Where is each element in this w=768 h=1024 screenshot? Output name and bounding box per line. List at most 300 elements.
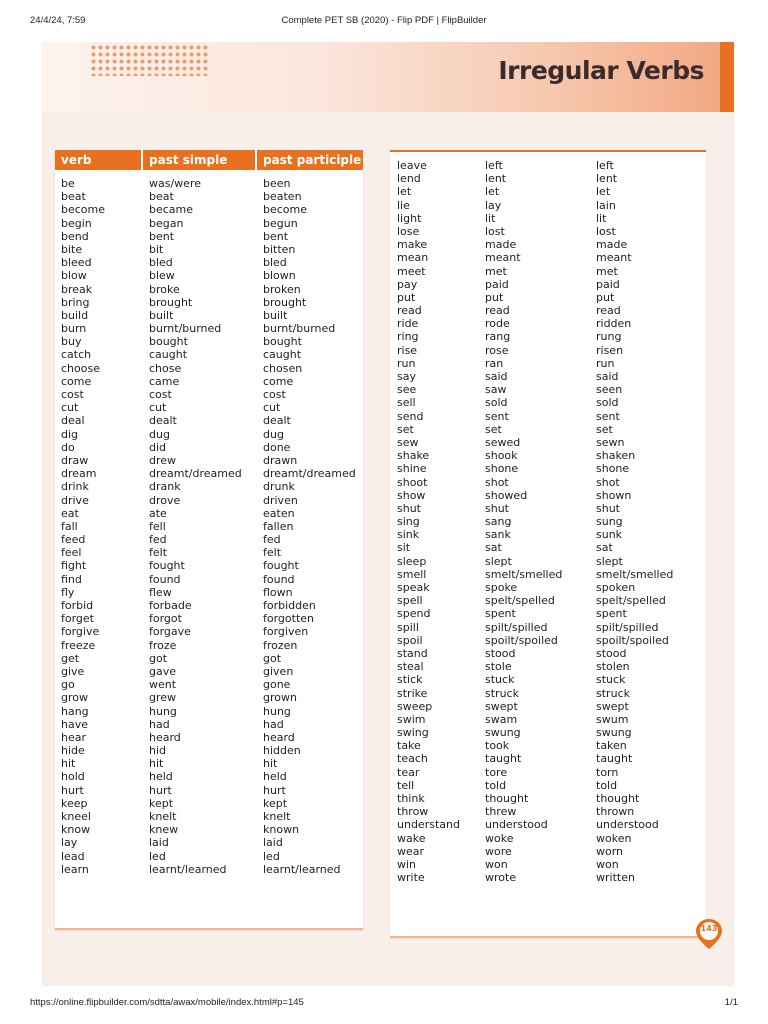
- cell-past-simple: read: [485, 304, 510, 318]
- table-row: [55, 230, 363, 243]
- cell-past-participle: led: [263, 849, 280, 863]
- table-row: [55, 467, 363, 480]
- cell-past-simple: let: [485, 185, 500, 199]
- divider: [390, 936, 706, 938]
- location-pin-icon: [694, 917, 724, 951]
- table-row: [55, 190, 363, 203]
- table-row: [390, 700, 706, 713]
- cell-verb: hurt: [61, 783, 84, 797]
- cell-past-simple: shook: [485, 449, 518, 463]
- cell-verb: forbid: [61, 599, 94, 612]
- table-row: [390, 357, 706, 370]
- cell-past-simple: paid: [485, 277, 509, 291]
- cell-past-participle: smelt/smelled: [596, 567, 674, 581]
- table-row: [55, 507, 363, 520]
- table-row: [55, 744, 363, 757]
- cell-verb: smell: [397, 567, 427, 581]
- cell-past-simple: cut: [149, 401, 167, 415]
- cell-past-simple: sang: [485, 515, 512, 529]
- cell-past-simple: went: [149, 678, 177, 692]
- cell-verb: pay: [397, 277, 418, 291]
- table-row: [55, 243, 363, 256]
- table-row: [55, 309, 363, 322]
- cell-past-simple: lit: [485, 211, 496, 225]
- cell-past-simple: held: [149, 770, 173, 784]
- cell-past-simple: was/were: [149, 177, 201, 190]
- cell-past-participle: rung: [596, 330, 622, 344]
- cell-verb: send: [397, 409, 424, 423]
- cell-past-participle: found: [263, 572, 295, 586]
- table-row: [390, 687, 706, 700]
- table-row: [390, 489, 706, 502]
- cell-past-simple: blew: [149, 269, 175, 283]
- cell-past-simple: stole: [485, 660, 512, 674]
- cell-past-simple: won: [485, 857, 508, 871]
- cell-past-simple: grew: [149, 691, 177, 705]
- cell-past-simple: froze: [149, 638, 177, 652]
- table-row: [55, 639, 363, 652]
- cell-past-simple: began: [149, 216, 184, 230]
- cell-verb: buy: [61, 335, 82, 349]
- cell-verb: deal: [61, 414, 85, 428]
- cell-verb: lay: [61, 836, 78, 850]
- document-page: [42, 42, 734, 986]
- cell-past-simple: spoke: [485, 581, 518, 594]
- table-row: [55, 480, 363, 493]
- cell-verb: run: [397, 356, 416, 370]
- table-row: [390, 238, 706, 251]
- cell-past-simple: did: [149, 440, 167, 454]
- cell-past-participle: met: [596, 264, 618, 278]
- cell-past-simple: forgave: [149, 625, 191, 639]
- cell-past-participle: swum: [596, 712, 629, 726]
- cell-verb: eat: [61, 506, 79, 520]
- cell-past-simple: bought: [149, 335, 188, 349]
- cell-past-simple: had: [149, 717, 170, 731]
- cell-verb: go: [61, 678, 75, 692]
- cell-past-simple: swept: [485, 699, 518, 713]
- table-row: [390, 541, 706, 554]
- cell-past-participle: shot: [596, 475, 620, 489]
- table-row: [55, 823, 363, 836]
- cell-past-participle: struck: [596, 686, 630, 700]
- cell-past-participle: forgotten: [263, 612, 315, 626]
- cell-past-participle: caught: [263, 348, 302, 362]
- cell-past-participle: felt: [263, 546, 282, 560]
- page-title: Irregular Verbs: [498, 56, 704, 85]
- table-row: [55, 559, 363, 572]
- print-page-count: 1/1: [724, 997, 738, 1008]
- cell-past-participle: spoken: [596, 581, 636, 594]
- cell-verb: be: [61, 177, 75, 190]
- cell-past-simple: chose: [149, 361, 182, 375]
- cell-verb: shoot: [397, 475, 428, 489]
- cell-past-participle: dug: [263, 427, 284, 441]
- cell-past-simple: learnt/learned: [149, 862, 227, 876]
- table-row: [55, 810, 363, 823]
- cell-past-simple: met: [485, 264, 507, 278]
- cell-verb: do: [61, 440, 75, 454]
- cell-verb: feed: [61, 533, 86, 547]
- cell-verb: know: [61, 823, 91, 837]
- print-title: Complete PET SB (2020) - Flip PDF | FlipBuilder: [281, 15, 487, 26]
- cell-past-participle: grown: [263, 691, 297, 705]
- cell-past-participle: dealt: [263, 414, 291, 428]
- table-row: [390, 396, 706, 409]
- table-row: [55, 414, 363, 427]
- print-url: https://online.flipbuilder.com/sdtta/awax/mobile/index.html#p=145: [30, 997, 304, 1008]
- table-row: [55, 705, 363, 718]
- cell-past-simple: dreamt/dreamed: [149, 467, 242, 481]
- cell-past-simple: hid: [149, 744, 167, 758]
- cell-verb: bring: [61, 295, 90, 309]
- table-row: [55, 256, 363, 269]
- cell-past-simple: rose: [485, 343, 509, 357]
- table-row: [390, 568, 706, 581]
- cell-verb: cost: [61, 388, 84, 401]
- table-row: [390, 304, 706, 317]
- cell-past-simple: told: [485, 778, 507, 792]
- cell-verb: see: [397, 383, 417, 397]
- cell-past-simple: fought: [149, 559, 185, 573]
- table-row: [55, 494, 363, 507]
- cell-past-simple: spilt/spilled: [485, 620, 548, 634]
- cell-past-participle: seen: [596, 383, 623, 397]
- cell-verb: forgive: [61, 625, 100, 639]
- table-body-left: [55, 177, 363, 876]
- cell-past-participle: broken: [263, 282, 301, 296]
- table-row: [390, 555, 706, 568]
- cell-past-simple: lay: [485, 198, 502, 212]
- cell-past-participle: chosen: [263, 361, 303, 375]
- cell-verb: shine: [397, 462, 427, 476]
- cell-past-participle: shaken: [596, 449, 636, 463]
- cell-past-participle: spoilt/spoiled: [596, 633, 669, 647]
- cell-past-simple: bent: [149, 229, 175, 243]
- cell-verb: shake: [397, 449, 430, 463]
- cell-past-participle: dreamt/dreamed: [263, 467, 356, 481]
- table-row: [55, 348, 363, 361]
- table-row: [55, 784, 363, 797]
- cell-past-participle: come: [263, 374, 294, 388]
- cell-verb: say: [397, 370, 416, 383]
- table-row: [55, 454, 363, 467]
- cell-verb: shut: [397, 501, 421, 515]
- table-row: [390, 739, 706, 752]
- table-row: [55, 863, 363, 876]
- cell-verb: freeze: [61, 638, 96, 652]
- cell-past-participle: told: [596, 778, 618, 792]
- cell-past-simple: saw: [485, 383, 507, 397]
- cell-verb: leave: [397, 159, 427, 172]
- table-body-right: [390, 159, 706, 884]
- cell-past-simple: left: [485, 159, 503, 172]
- cell-verb: show: [397, 488, 426, 502]
- cell-past-participle: said: [596, 370, 619, 383]
- cell-past-participle: done: [263, 440, 291, 454]
- cell-verb: have: [61, 717, 88, 731]
- cell-past-participle: lit: [596, 211, 607, 225]
- table-row: [55, 520, 363, 533]
- cell-verb: ring: [397, 330, 419, 344]
- cell-verb: forget: [61, 612, 94, 626]
- table-row: [390, 805, 706, 818]
- cell-past-participle: had: [263, 717, 284, 731]
- table-row: [390, 476, 706, 489]
- cell-past-participle: thrown: [596, 805, 635, 819]
- cell-verb: sink: [397, 528, 420, 542]
- cell-past-simple: kept: [149, 796, 174, 810]
- cell-past-participle: taken: [596, 739, 627, 753]
- cell-verb: mean: [397, 251, 429, 265]
- cell-past-participle: thought: [596, 792, 640, 805]
- table-row: [390, 212, 706, 225]
- cell-past-simple: thought: [485, 792, 529, 805]
- table-row: [55, 296, 363, 309]
- cell-past-simple: knelt: [149, 810, 177, 823]
- cell-past-participle: drawn: [263, 453, 298, 467]
- cell-verb: write: [397, 871, 425, 885]
- cell-past-participle: shone: [596, 462, 630, 476]
- cell-past-participle: fought: [263, 559, 299, 573]
- table-row: [390, 594, 706, 607]
- cell-verb: speak: [397, 581, 430, 594]
- cell-past-participle: bled: [263, 256, 287, 270]
- table-row: [55, 691, 363, 704]
- cell-past-simple: burnt/burned: [149, 322, 222, 336]
- cell-past-participle: spent: [596, 607, 627, 621]
- cell-past-simple: lost: [485, 224, 505, 238]
- table-row: [390, 858, 706, 871]
- cell-verb: bleed: [61, 256, 92, 270]
- cell-past-participle: cost: [263, 388, 286, 401]
- cell-verb: choose: [61, 361, 100, 375]
- table-row: [55, 770, 363, 783]
- cell-verb: tell: [397, 778, 415, 792]
- table-row: [55, 757, 363, 770]
- cell-past-participle: woken: [596, 831, 632, 845]
- cell-verb: swim: [397, 712, 426, 726]
- cell-past-simple: said: [485, 370, 508, 383]
- table-row: [55, 217, 363, 230]
- cell-verb: grow: [61, 691, 88, 705]
- cell-past-participle: burnt/burned: [263, 322, 336, 336]
- cell-verb: hang: [61, 704, 89, 718]
- cell-verb: put: [397, 290, 416, 304]
- cell-verb: hit: [61, 757, 76, 771]
- cell-verb: beat: [61, 190, 86, 204]
- cell-verb: keep: [61, 796, 88, 810]
- cell-past-participle: forgiven: [263, 625, 309, 639]
- table-row: [55, 388, 363, 401]
- table-row: [390, 330, 706, 343]
- table-row: [55, 731, 363, 744]
- cell-past-simple: became: [149, 203, 194, 217]
- cell-past-simple: hurt: [149, 783, 172, 797]
- table-row: [55, 652, 363, 665]
- cell-past-participle: gone: [263, 678, 291, 692]
- cell-past-simple: swam: [485, 712, 518, 726]
- cell-past-simple: ate: [149, 506, 167, 520]
- table-row: [390, 871, 706, 884]
- cell-past-simple: gave: [149, 664, 177, 678]
- cell-verb: take: [397, 739, 421, 753]
- cell-past-participle: bent: [263, 229, 289, 243]
- cell-verb: bend: [61, 229, 89, 243]
- table-row: [55, 401, 363, 414]
- cell-verb: light: [397, 211, 422, 225]
- cell-verb: dig: [61, 427, 79, 441]
- cell-past-participle: got: [263, 651, 282, 665]
- table-row: [390, 673, 706, 686]
- table-row: [55, 441, 363, 454]
- cell-verb: catch: [61, 348, 92, 362]
- cell-past-participle: slept: [596, 554, 623, 568]
- cell-verb: sweep: [397, 699, 433, 713]
- cell-past-participle: held: [263, 770, 287, 784]
- cell-past-simple: sent: [485, 409, 509, 423]
- cell-past-participle: risen: [596, 343, 624, 357]
- table-row: [390, 713, 706, 726]
- cell-verb: get: [61, 651, 80, 665]
- cell-verb: swing: [397, 726, 429, 740]
- cell-past-simple: drew: [149, 453, 177, 467]
- table-row: [55, 718, 363, 731]
- table-row: [55, 850, 363, 863]
- cell-past-simple: drove: [149, 493, 181, 507]
- table-row: [390, 818, 706, 831]
- cell-past-simple: spelt/spelled: [485, 594, 555, 608]
- cell-past-participle: built: [263, 308, 288, 322]
- cell-verb: think: [397, 792, 425, 805]
- cell-past-simple: forbade: [149, 599, 192, 612]
- cell-verb: understand: [397, 818, 460, 832]
- cell-past-simple: threw: [485, 805, 517, 819]
- table-row: [390, 423, 706, 436]
- cell-verb: drive: [61, 493, 89, 507]
- table-row: [390, 291, 706, 304]
- table-row: [390, 660, 706, 673]
- verb-table-left: [55, 150, 363, 930]
- cell-verb: hear: [61, 730, 87, 744]
- cell-past-participle: hung: [263, 704, 291, 718]
- cell-past-simple: took: [485, 739, 510, 753]
- cell-verb: fly: [61, 585, 75, 599]
- cell-past-participle: run: [596, 356, 615, 370]
- cell-past-simple: woke: [485, 831, 514, 845]
- cell-verb: fall: [61, 519, 78, 533]
- cell-verb: stand: [397, 646, 428, 660]
- table-row: [55, 836, 363, 849]
- header-verb: verb: [55, 150, 141, 170]
- cell-verb: throw: [397, 805, 429, 819]
- cell-verb: hold: [61, 770, 85, 784]
- cell-past-simple: forgot: [149, 612, 182, 626]
- cell-past-simple: made: [485, 238, 517, 252]
- verb-table-right: [390, 150, 706, 938]
- cell-verb: sew: [397, 435, 419, 449]
- cell-past-simple: broke: [149, 282, 180, 296]
- cell-past-simple: spoilt/spoiled: [485, 633, 558, 647]
- cell-verb: sleep: [397, 554, 427, 568]
- cell-past-simple: got: [149, 651, 168, 665]
- cell-past-simple: shone: [485, 462, 519, 476]
- cell-past-simple: set: [485, 422, 502, 436]
- cell-verb: meet: [397, 264, 426, 278]
- cell-past-simple: dealt: [149, 414, 177, 428]
- table-row: [390, 383, 706, 396]
- cell-past-simple: slept: [485, 554, 512, 568]
- cell-past-simple: wrote: [485, 871, 517, 885]
- cell-past-participle: drunk: [263, 480, 295, 494]
- cell-verb: learn: [61, 862, 89, 876]
- cell-past-simple: rang: [485, 330, 511, 344]
- table-row: [55, 599, 363, 612]
- cell-past-simple: brought: [149, 295, 193, 309]
- table-row: [390, 265, 706, 278]
- cell-past-simple: cost: [149, 388, 172, 401]
- header-past-participle: past participle: [257, 150, 363, 170]
- page-number: 143: [700, 924, 718, 933]
- table-row: [55, 362, 363, 375]
- cell-past-participle: brought: [263, 295, 307, 309]
- cell-past-simple: felt: [149, 546, 168, 560]
- cell-verb: wake: [397, 831, 426, 845]
- cell-past-participle: fed: [263, 533, 281, 547]
- cell-past-participle: stuck: [596, 673, 626, 687]
- cell-past-participle: beaten: [263, 190, 302, 204]
- cell-past-simple: built: [149, 308, 174, 322]
- table-row: [390, 199, 706, 212]
- cell-verb: ride: [397, 317, 419, 331]
- cell-past-simple: struck: [485, 686, 519, 700]
- cell-past-simple: found: [149, 572, 181, 586]
- table-row: [55, 203, 363, 216]
- cell-past-simple: knew: [149, 823, 179, 837]
- cell-past-participle: begun: [263, 216, 298, 230]
- table-row: [55, 665, 363, 678]
- table-row: [390, 634, 706, 647]
- table-row: [390, 752, 706, 765]
- cell-past-participle: become: [263, 203, 308, 217]
- cell-verb: tear: [397, 765, 420, 779]
- cell-verb: fight: [61, 559, 87, 573]
- cell-past-simple: sat: [485, 541, 502, 555]
- table-row: [55, 428, 363, 441]
- cell-verb: strike: [397, 686, 428, 700]
- table-row: [390, 278, 706, 291]
- cell-verb: bite: [61, 242, 83, 256]
- cell-verb: win: [397, 857, 417, 871]
- cell-past-simple: bled: [149, 256, 173, 270]
- table-row: [390, 159, 706, 172]
- cell-past-simple: showed: [485, 488, 528, 502]
- cell-verb: feel: [61, 546, 82, 560]
- cell-past-simple: smelt/smelled: [485, 567, 563, 581]
- cell-past-participle: known: [263, 823, 300, 837]
- cell-past-participle: stolen: [596, 660, 630, 674]
- cell-past-participle: put: [596, 290, 615, 304]
- cell-verb: break: [61, 282, 93, 296]
- cell-past-participle: bought: [263, 335, 302, 349]
- cell-past-participle: knelt: [263, 810, 291, 823]
- cell-past-participle: let: [596, 185, 611, 199]
- divider: [55, 928, 363, 930]
- cell-past-participle: fallen: [263, 519, 294, 533]
- cell-verb: read: [397, 304, 422, 318]
- cell-past-participle: read: [596, 304, 621, 318]
- cell-past-simple: sewed: [485, 435, 521, 449]
